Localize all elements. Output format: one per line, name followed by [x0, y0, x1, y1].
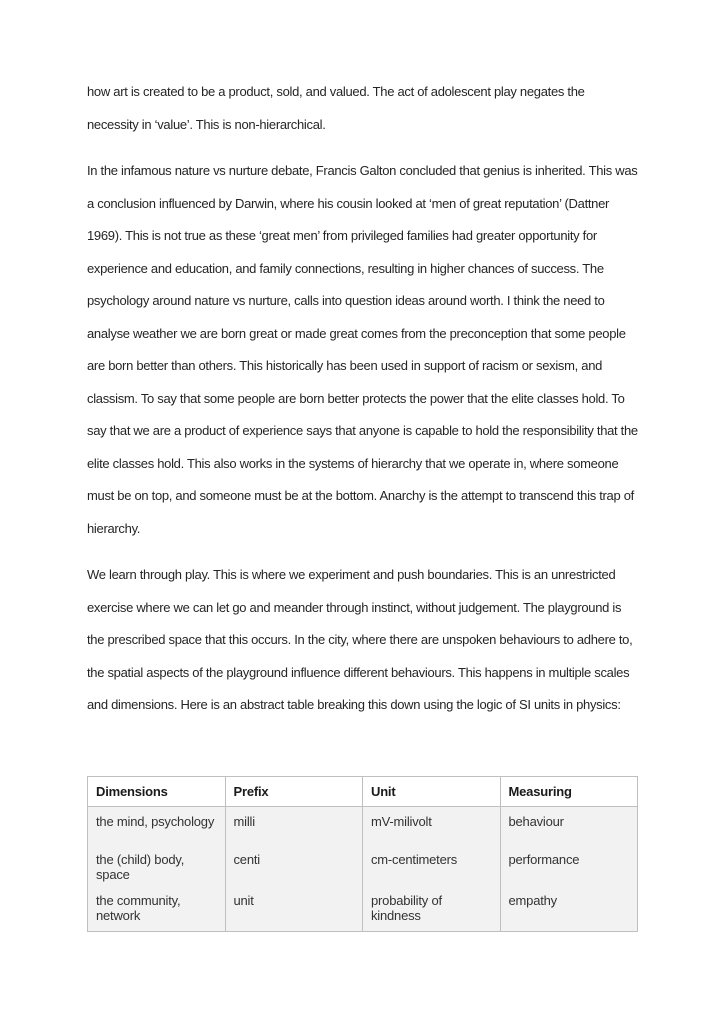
table-cell: the (child) body, space — [88, 845, 226, 886]
body-text — [87, 76, 638, 722]
paragraph-3: We learn through play. This is where we experiment and push boundaries. This is an unrestricted exercise where we can let go and meander through instinct, without judgement. The playground is the prescribed space that this occurs. In the city, where there are unspoken behaviours to adhere to, the spatial aspects of the playground influence different behaviours. This happens in multiple scales and dimensions. Here is an abstract table breaking this down using the logic of SI units in physics: — [87, 567, 633, 712]
table-cell: the community, network — [88, 886, 226, 931]
page-content — [87, 76, 638, 932]
table-row-1 — [88, 806, 638, 845]
table-cell: performance — [500, 845, 638, 886]
table-cell: milli — [225, 806, 363, 845]
table-cell: probability of kindness — [363, 886, 501, 931]
column-header-unit: Unit — [363, 776, 501, 806]
table-header-row — [88, 776, 638, 806]
table-cell: behaviour — [500, 806, 638, 845]
table-cell: the mind, psychology — [88, 806, 226, 845]
table-cell: mV-milivolt — [363, 806, 501, 845]
column-header-measuring: Measuring — [500, 776, 638, 806]
table-row-3 — [88, 886, 638, 931]
table-cell: cm-centimeters — [363, 845, 501, 886]
table-cell: unit — [225, 886, 363, 931]
column-header-dimensions: Dimensions — [88, 776, 226, 806]
column-header-prefix: Prefix — [225, 776, 363, 806]
si-units-table — [87, 776, 638, 932]
si-units-table-header — [88, 776, 638, 806]
paragraph-2: In the infamous nature vs nurture debate, Francis Galton concluded that genius is inherited. This was a conclusion influenced by Darwin, where his cousin looked at ‘men of great reputation’ (Dattner 1969). This is not true as these ‘great men’ from privileged families had greater opportunity for experience and education, and family connections, resulting in higher chances of success. The psychology around nature vs nurture, calls into question ideas around worth. I think the need to analyse weather we are born great or made great comes from the preconception that some people are born better than others. This historically has been used in support of racism or sexism, and classism. To say that some people are born better protects the power that the elite classes hold. To say that we are a product of experience says that anyone is capable to hold the responsibility that the elite classes hold. This also works in the systems of hierarchy that we operate in, where someone must be on top, and someone must be at the bottom. Anarchy is the attempt to transcend this trap of hierarchy. — [87, 163, 638, 536]
si-units-table-body — [88, 806, 638, 931]
paragraph-1: how art is created to be a product, sold, and valued. The act of adolescent play negates the necessity in ‘value’. This is non-hierarchical. — [87, 84, 585, 132]
table-cell: empathy — [500, 886, 638, 931]
table-cell: centi — [225, 845, 363, 886]
table-row-2 — [88, 845, 638, 886]
